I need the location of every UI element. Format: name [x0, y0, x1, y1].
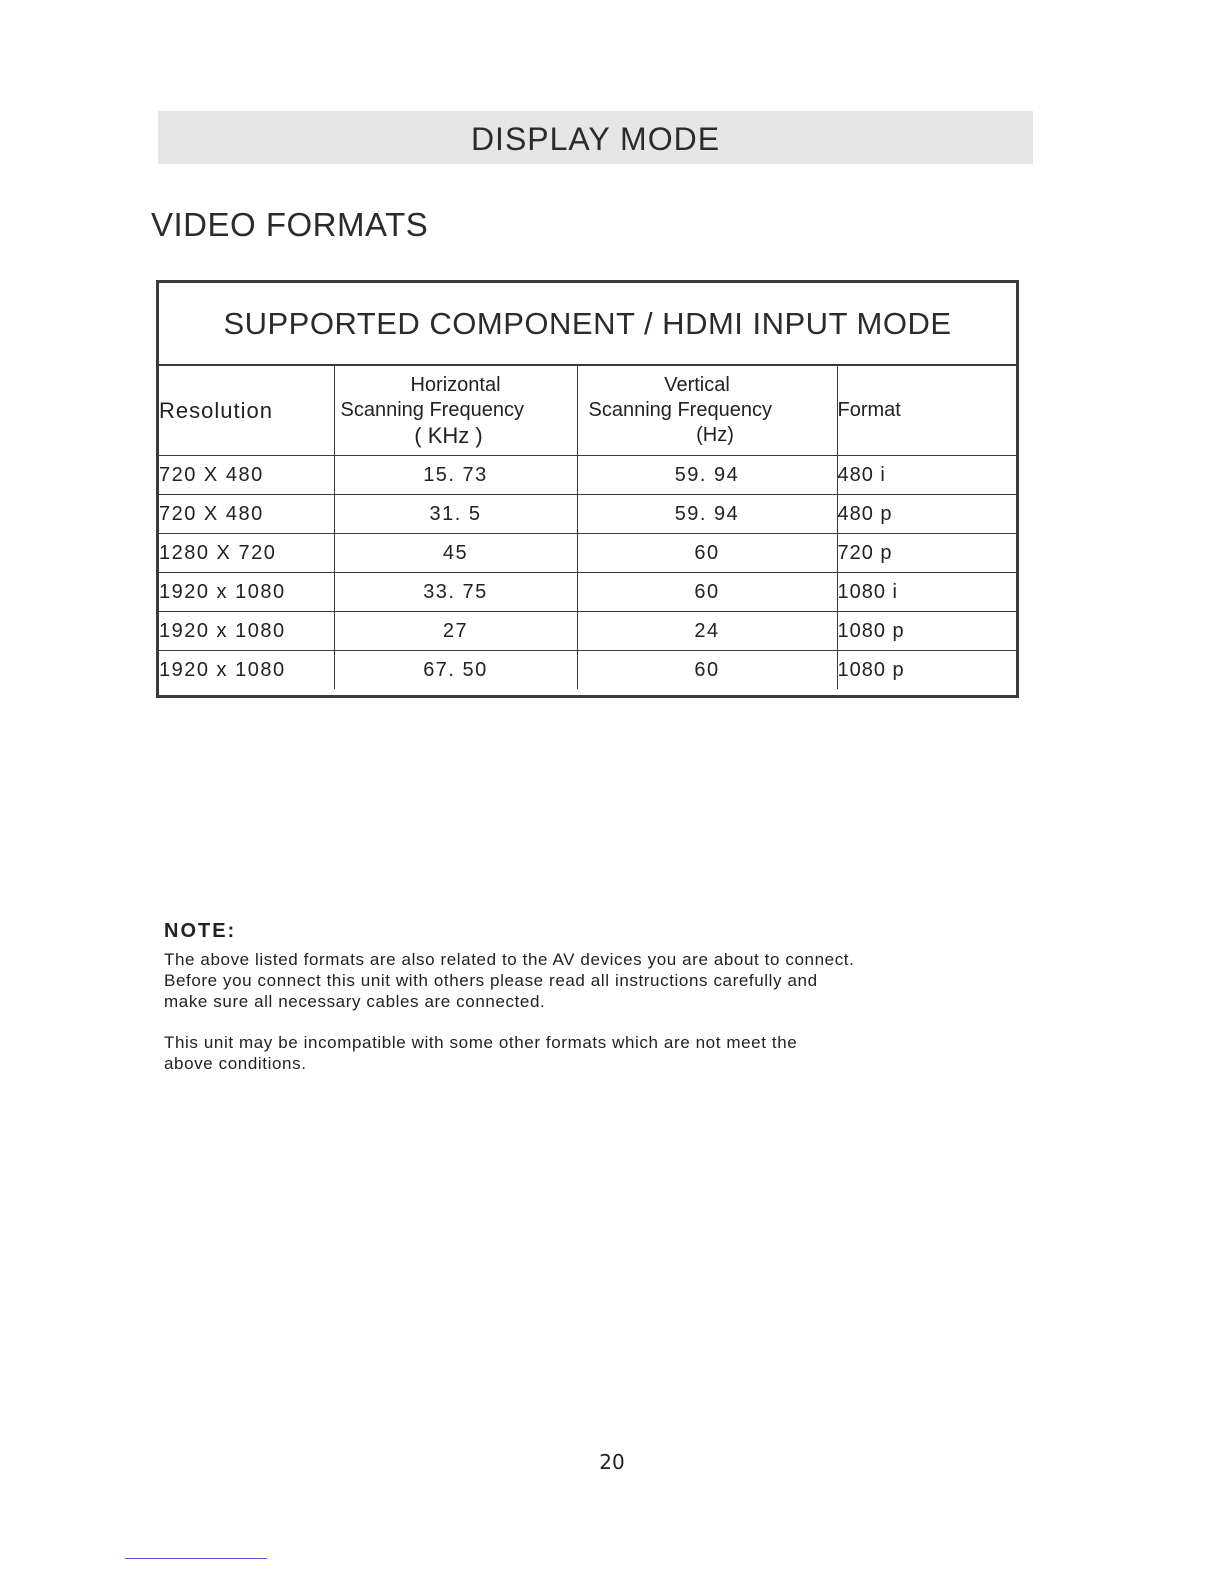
- input-mode-table: [159, 366, 1016, 689]
- cell-horizontal: 67. 50: [334, 651, 577, 690]
- cell-horizontal: 45: [334, 534, 577, 573]
- cell-vertical: 24: [577, 612, 837, 651]
- table-header-row: [159, 366, 1016, 456]
- cell-horizontal: 31. 5: [334, 495, 577, 534]
- column-header-horizontal-line2: Scanning Frequency: [340, 399, 524, 421]
- column-header-horizontal-line1: Horizontal: [410, 374, 501, 396]
- table-row: [159, 651, 1016, 690]
- cell-vertical: 60: [577, 534, 837, 573]
- cell-vertical: 60: [577, 651, 837, 690]
- cell-resolution: 1920 x 1080: [159, 612, 334, 651]
- column-header-vertical-line2: Scanning Frequency: [588, 399, 772, 421]
- table-row: [159, 495, 1016, 534]
- cell-resolution: 720 X 480: [159, 495, 334, 534]
- column-header-format: Format: [837, 366, 1016, 456]
- input-mode-table-frame: [156, 280, 1019, 698]
- cell-format: 1080 p: [837, 612, 1016, 651]
- display-mode-title: DISPLAY MODE: [470, 121, 721, 157]
- video-formats-title: VIDEO FORMATS: [151, 206, 429, 243]
- cell-format: 720 p: [837, 534, 1016, 573]
- cell-format: 480 i: [837, 456, 1016, 495]
- note-paragraph-2-line-1: This unit may be incompatible with some other formats which are not meet the: [164, 1033, 798, 1052]
- note-spacer: [164, 1012, 964, 1032]
- table-row: [159, 534, 1016, 573]
- cell-horizontal: 33. 75: [334, 573, 577, 612]
- table-row: [159, 612, 1016, 651]
- display-mode-header: [158, 111, 1033, 164]
- table-title: SUPPORTED COMPONENT / HDMI INPUT MODE: [159, 283, 1016, 366]
- footer-rule: [125, 1558, 267, 1559]
- note-paragraph-2-line-2: above conditions.: [164, 1054, 307, 1073]
- column-header-horizontal-line3: ( KHz ): [414, 423, 483, 448]
- cell-resolution: 1920 x 1080: [159, 573, 334, 612]
- note-paragraph-1-line-3: make sure all necessary cables are connected.: [164, 992, 546, 1011]
- note-paragraph-1-line-1: The above listed formats are also related to the AV devices you are about to connect.: [164, 950, 855, 969]
- table-row: [159, 573, 1016, 612]
- cell-resolution: 1920 x 1080: [159, 651, 334, 690]
- column-header-vertical-line1: Vertical: [664, 374, 730, 396]
- column-header-vertical: [577, 366, 837, 456]
- cell-horizontal: 15. 73: [334, 456, 577, 495]
- table-row: [159, 456, 1016, 495]
- cell-vertical: 59. 94: [577, 456, 837, 495]
- page-number: 20: [599, 1450, 625, 1474]
- note-section: [164, 920, 964, 1074]
- cell-vertical: 59. 94: [577, 495, 837, 534]
- cell-format: 1080 p: [837, 651, 1016, 690]
- column-header-horizontal: [334, 366, 577, 456]
- cell-format: 1080 i: [837, 573, 1016, 612]
- cell-vertical: 60: [577, 573, 837, 612]
- cell-format: 480 p: [837, 495, 1016, 534]
- cell-resolution: 720 X 480: [159, 456, 334, 495]
- cell-horizontal: 27: [334, 612, 577, 651]
- column-header-vertical-line3: (Hz): [696, 424, 734, 446]
- note-paragraph-1-line-2: Before you connect this unit with others please read all instructions carefully and: [164, 971, 818, 990]
- column-header-resolution: Resolution: [159, 366, 334, 456]
- note-label: NOTE:: [164, 920, 237, 942]
- cell-resolution: 1280 X 720: [159, 534, 334, 573]
